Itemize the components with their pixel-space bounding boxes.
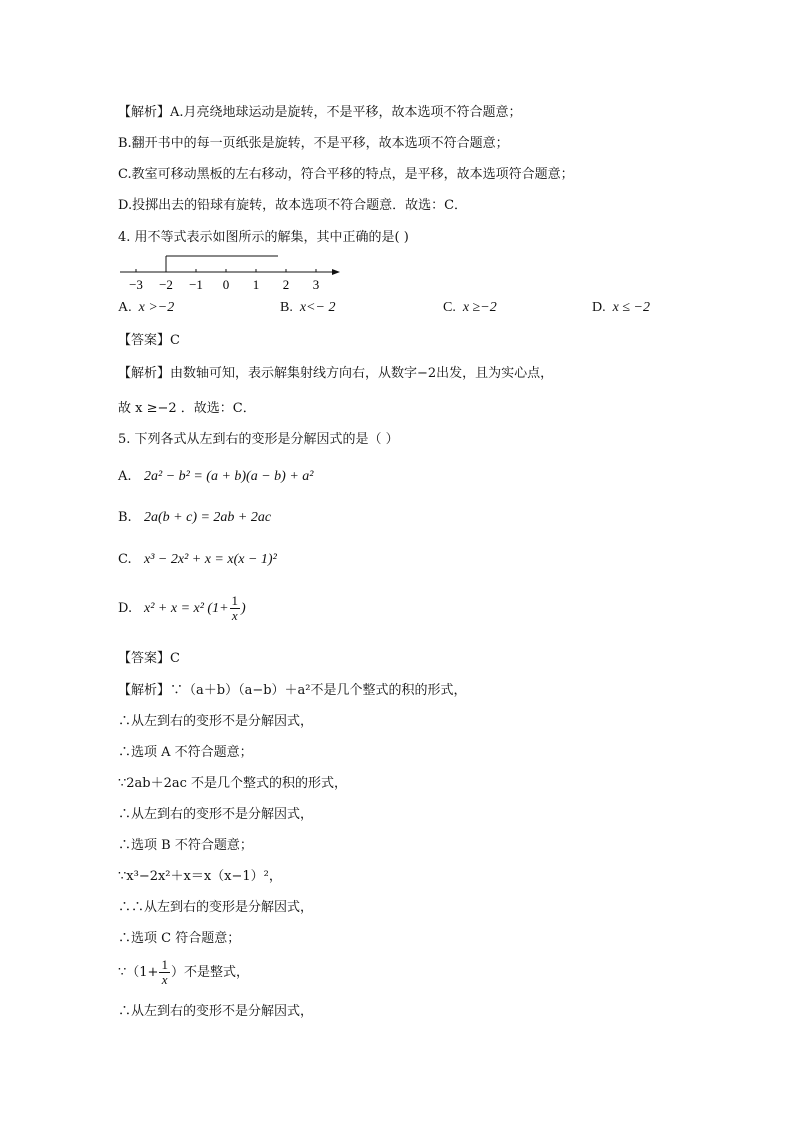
q5-answer: 【答案】C bbox=[118, 651, 180, 666]
q5-option-a: A. 2a² − b² = (a + b)(a − b) + a² bbox=[118, 469, 314, 484]
q5-analysis-4: ∵2ab＋2ac 不是几个整式的积的形式， bbox=[118, 776, 348, 791]
q5-analysis-8: ∴∴从左到右的变形是分解因式， bbox=[118, 900, 314, 915]
q4-option-b: B. x<− 2 bbox=[280, 300, 336, 315]
axis-tick-label: 3 bbox=[312, 277, 320, 292]
q5-analysis-11: ∴从左到右的变形不是分解因式， bbox=[118, 1004, 314, 1019]
axis-tick-label: −1 bbox=[189, 277, 203, 292]
q4-option-c: C. x ≥−2 bbox=[443, 300, 497, 315]
axis-tick-label: −3 bbox=[129, 277, 143, 292]
q5-analysis-6: ∴选项 B 不符合题意； bbox=[118, 838, 253, 853]
axis-arrow-icon bbox=[332, 269, 340, 275]
q5-option-c: C. x³ − 2x² + x = x(x − 1)² bbox=[118, 552, 277, 567]
q5-analysis-5: ∴从左到右的变形不是分解因式， bbox=[118, 807, 314, 822]
analysis-prev-line-1: 【解析】A.月亮绕地球运动是旋转，不是平移，故本选项不符合题意； bbox=[118, 105, 522, 120]
q4-answer: 【答案】C bbox=[118, 333, 180, 348]
analysis-prev-line-2: B.翻开书中的每一页纸张是旋转，不是平移，故本选项不符合题意； bbox=[118, 136, 509, 151]
q4-option-a: A. x >−2 bbox=[118, 300, 175, 315]
q5-analysis-10: ∵（1+ $\frac{1}{x}$ ）不是整式， bbox=[118, 957, 249, 987]
q5-analysis-9: ∴选项 C 符合题意； bbox=[118, 931, 241, 946]
analysis-prev-line-3: C.教室可移动黑板的左右移动，符合平移的特点，是平移，故本选项符合题意； bbox=[118, 167, 574, 182]
fraction-one-over-x: $\frac{1}{x}$ bbox=[231, 593, 239, 623]
analysis-prev-line-4: D.投掷出去的铅球有旋转，故本选项不符合题意．故选：C． bbox=[118, 198, 468, 213]
q5-question: 5. 下列各式从左到右的变形是分解因式的是（ ） bbox=[118, 432, 399, 447]
q5-analysis-3: ∴选项 A 不符合题意； bbox=[118, 745, 253, 760]
q5-option-b: B. 2a(b + c) = 2ab + 2ac bbox=[118, 510, 272, 525]
q4-analysis-2: 故 x ≥−2 ．故选：C． bbox=[118, 401, 256, 416]
q4-question: 4. 用不等式表示如图所示的解集，其中正确的是( ) bbox=[118, 230, 409, 245]
axis-tick-label: 1 bbox=[252, 277, 260, 292]
axis-tick-label: 2 bbox=[282, 277, 290, 292]
number-line-figure bbox=[118, 250, 358, 294]
q5-analysis-1: 【解析】∵（a＋b）（a−b）＋a²不是几个整式的积的形式， bbox=[118, 683, 467, 698]
axis-tick-label: −2 bbox=[159, 277, 173, 292]
axis-tick-label: 0 bbox=[222, 277, 230, 292]
q4-option-d: D. x ≤ −2 bbox=[592, 300, 650, 315]
fraction-one-over-x: $\frac{1}{x}$ bbox=[161, 957, 168, 987]
q4-analysis-1: 【解析】由数轴可知，表示解集射线方向右，从数字−2出发，且为实心点， bbox=[118, 366, 554, 381]
q5-analysis-2: ∴从左到右的变形不是分解因式， bbox=[118, 714, 314, 729]
q5-option-d: D. x² + x = x² (1+ $\frac{1}{x}$ ) bbox=[118, 593, 246, 623]
q5-analysis-7: ∵x³−2x²＋x＝x（x−1）²， bbox=[118, 869, 282, 884]
